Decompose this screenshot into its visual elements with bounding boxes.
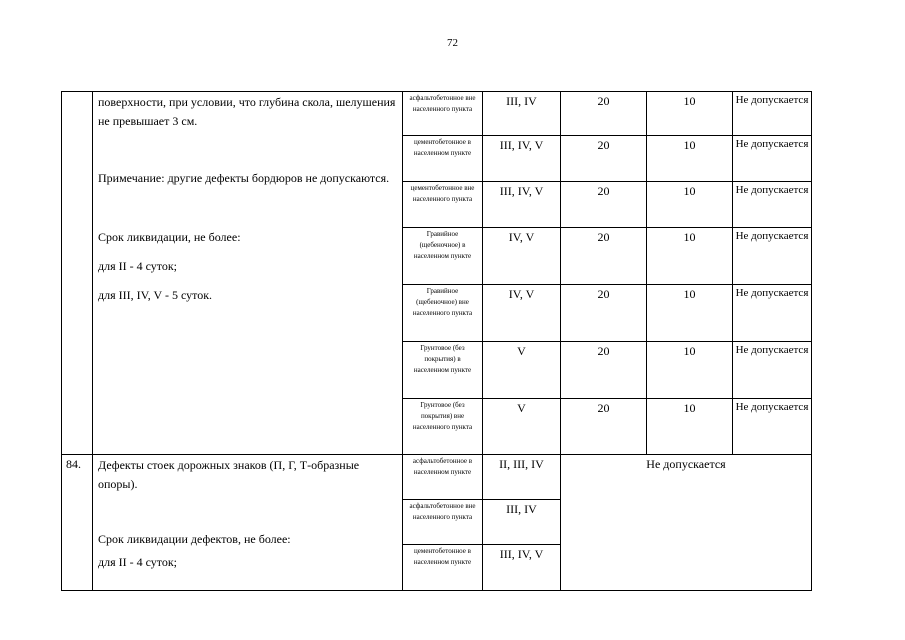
status-cell: Не допускается	[733, 92, 812, 136]
deadline-line: для II - 4 суток;	[98, 259, 178, 273]
value-cell: 20	[561, 285, 647, 342]
surface-type-cell: цементобетонное в населенном пункте	[403, 545, 483, 591]
deadline-heading: Срок ликвидации, не более:	[98, 230, 241, 244]
value-cell: 20	[561, 182, 647, 228]
description-text: поверхности, при условии, что глубина скола, шелушения не превышает 3 см.	[98, 95, 396, 128]
status-cell: Не допускается	[733, 136, 812, 182]
road-category-cell: III, IV	[483, 92, 561, 136]
deadline-line: для II - 4 суток;	[98, 555, 178, 569]
surface-type-cell: Гравийное (щебеночное) в населенном пункте	[403, 228, 483, 285]
status-cell: Не допускается	[733, 399, 812, 455]
value-cell: 10	[647, 182, 733, 228]
status-cell: Не допускается	[733, 182, 812, 228]
road-category-cell: II, III, IV	[483, 455, 561, 500]
value-cell: 10	[647, 285, 733, 342]
value-cell: 20	[561, 399, 647, 455]
deadline-line: для III, IV, V - 5 суток.	[98, 288, 213, 302]
value-cell: 20	[561, 228, 647, 285]
note-text: Примечание: другие дефекты бордюров не допускаются.	[98, 171, 390, 185]
value-cell: 20	[561, 342, 647, 399]
status-cell: Не допускается	[733, 342, 812, 399]
row-number-cell	[62, 92, 93, 455]
surface-type-cell: асфальтобетонное вне населенного пункта	[403, 500, 483, 545]
row-number-cell: 84.	[62, 455, 93, 591]
status-cell: Не допускается	[733, 228, 812, 285]
status-cell: Не допускается	[561, 455, 812, 591]
surface-type-cell: цементобетонное вне населенного пункта	[403, 182, 483, 228]
value-cell: 10	[647, 136, 733, 182]
defects-table	[61, 91, 812, 591]
surface-type-cell: Грунтовое (без покрытия) вне населенного пункта	[403, 399, 483, 455]
surface-type-cell: Грунтовое (без покрытия) в населенном пункте	[403, 342, 483, 399]
road-category-cell: IV, V	[483, 228, 561, 285]
value-cell: 10	[647, 92, 733, 136]
deadline-heading: Срок ликвидации дефектов, не более:	[98, 532, 291, 546]
value-cell: 10	[647, 399, 733, 455]
table-row	[62, 92, 812, 136]
road-category-cell: III, IV, V	[483, 136, 561, 182]
defect-description-cell	[93, 455, 403, 591]
surface-type-cell: цементобетонное в населенном пункте	[403, 136, 483, 182]
surface-type-cell: асфальтобетонное вне населенного пункта	[403, 92, 483, 136]
page-number: 72	[447, 37, 458, 49]
description-text: Дефекты стоек дорожных знаков (П, Г, Т-образные опоры).	[98, 458, 360, 491]
road-category-cell: III, IV	[483, 500, 561, 545]
value-cell: 10	[647, 228, 733, 285]
value-cell: 10	[647, 342, 733, 399]
road-category-cell: V	[483, 342, 561, 399]
surface-type-cell: асфальтобетонное в населенном пункте	[403, 455, 483, 500]
road-category-cell: V	[483, 399, 561, 455]
road-category-cell: III, IV, V	[483, 545, 561, 591]
road-category-cell: IV, V	[483, 285, 561, 342]
surface-type-cell: Гравийное (щебеночное) вне населенного пункта	[403, 285, 483, 342]
table-row	[62, 455, 812, 500]
value-cell: 20	[561, 136, 647, 182]
value-cell: 20	[561, 92, 647, 136]
road-category-cell: III, IV, V	[483, 182, 561, 228]
defect-description-cell	[93, 92, 403, 455]
status-cell: Не допускается	[733, 285, 812, 342]
